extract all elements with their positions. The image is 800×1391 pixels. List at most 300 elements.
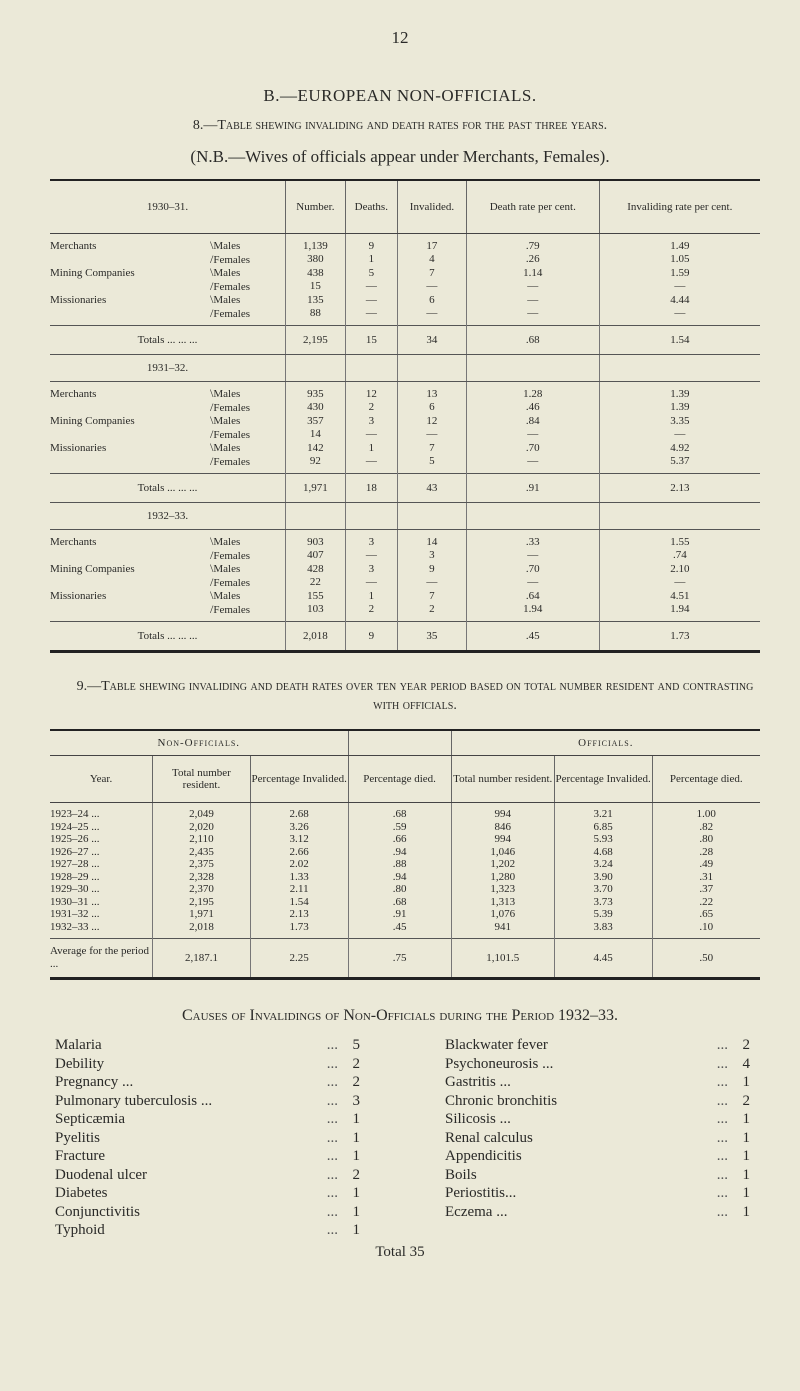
table-row [50, 455, 760, 469]
sex-cell [210, 576, 286, 590]
sex-label: Females [213, 603, 251, 616]
sex-label: Females [213, 401, 251, 414]
table-cell: .28 [652, 846, 760, 859]
table-row [50, 428, 760, 442]
sex-label: Females [213, 455, 251, 468]
table-cell: Missionaries [50, 441, 107, 454]
table-cell: 1,076 [451, 908, 554, 921]
cause-name: Duodenal ulcer [55, 1166, 148, 1183]
sex-cell [210, 603, 286, 617]
cause-count: 2 [742, 1092, 750, 1109]
cause-item [55, 1092, 360, 1111]
table-cell: 1,323 [451, 883, 554, 896]
group-non-officials: Non-Officials. [50, 730, 348, 756]
table-cell: 3 [345, 562, 397, 576]
cause-item [55, 1073, 360, 1092]
cause-item [445, 1147, 750, 1166]
table-cell: 941 [451, 921, 554, 934]
table-cell: 2 [345, 401, 397, 415]
sex-label: Females [213, 428, 251, 441]
table-cell: Merchants [50, 239, 97, 252]
table-row [50, 535, 760, 549]
table-row [50, 846, 760, 859]
table-row [50, 921, 760, 934]
table-cell: .59 [348, 821, 451, 834]
table-cell: 1,101.5 [451, 939, 554, 979]
table-cell: 6 [397, 293, 466, 307]
table-cell: 2,195 [153, 896, 251, 909]
table-cell: .82 [652, 821, 760, 834]
table-cell [50, 603, 210, 617]
sex-cell [210, 535, 286, 549]
cause-name: Chronic bronchitis [445, 1092, 558, 1109]
table-cell: .45 [466, 622, 599, 652]
cause-count: 1 [352, 1148, 360, 1164]
cause-item [55, 1147, 360, 1166]
sex-cell [210, 253, 286, 267]
table-row [50, 603, 760, 617]
column-header: Death rate per cent. [466, 180, 599, 234]
sex-label: Males [213, 563, 241, 575]
table-cell: 2.66 [250, 846, 348, 859]
table-row [50, 871, 760, 884]
sex-label: Males [213, 442, 241, 454]
table-cell: 357 [286, 414, 346, 428]
table-cell [50, 428, 210, 442]
totals-row [50, 326, 760, 355]
table-cell: — [599, 428, 760, 442]
brace-icon: \ [210, 265, 214, 279]
leader-dots: ... [716, 1166, 728, 1183]
sex-cell [210, 266, 286, 280]
table-cell: Missionaries [50, 589, 107, 602]
table-cell: 6.85 [554, 821, 652, 834]
sex-label: Males [213, 267, 241, 279]
table-cell: .33 [466, 535, 599, 549]
table-cell: 7 [397, 589, 466, 603]
table-cell: 1925–26 ... [50, 833, 100, 845]
sex-label: Females [213, 549, 251, 562]
table-cell: 2.02 [250, 858, 348, 871]
brace-icon: \ [210, 588, 214, 602]
table-cell: — [397, 280, 466, 294]
cause-count: 2 [352, 1055, 360, 1072]
table-cell: .94 [348, 871, 451, 884]
table-cell: 2,435 [153, 846, 251, 859]
table-row [50, 401, 760, 415]
table-cell: .68 [348, 808, 451, 821]
table-cell: 2,370 [153, 883, 251, 896]
table-cell: 4.45 [554, 939, 652, 979]
table-cell: 3.83 [554, 921, 652, 934]
year-row [50, 503, 760, 530]
sex-cell [210, 562, 286, 576]
brace-icon: / [210, 574, 214, 589]
table-cell: 18 [345, 474, 397, 503]
leader-dots: ... [326, 1185, 338, 1201]
table-cell: — [397, 428, 466, 442]
table-cell: 438 [286, 266, 346, 280]
cause-count: 2 [352, 1074, 360, 1090]
table-cell: .49 [652, 858, 760, 871]
cause-item [445, 1073, 750, 1092]
group-officials: Officials. [451, 730, 760, 756]
table-row [50, 387, 760, 401]
cause-count: 2 [352, 1166, 360, 1183]
table-cell: 2,187.1 [153, 939, 251, 979]
cause-item [55, 1110, 360, 1129]
table-cell: — [466, 455, 599, 469]
cause-item [445, 1110, 750, 1129]
sex-cell [210, 307, 286, 321]
table-cell: 7 [397, 441, 466, 455]
table-cell: — [345, 293, 397, 307]
table-cell: .79 [466, 239, 599, 253]
cause-item [55, 1036, 360, 1055]
table-cell: 2,018 [153, 921, 251, 934]
brace-icon: \ [210, 561, 214, 575]
table-row [50, 858, 760, 871]
cause-name: Pulmonary tuberculosis ... [55, 1092, 213, 1109]
table-row [50, 808, 760, 821]
cause-count: 1 [742, 1203, 750, 1220]
table-cell: 2.11 [250, 883, 348, 896]
table8-title: 8.—Table shewing invaliding and death rates for the past three years. [192, 118, 608, 133]
table-cell: 1,313 [451, 896, 554, 909]
table-row [50, 908, 760, 921]
leader-dots: ... [716, 1092, 728, 1109]
table-cell: — [397, 576, 466, 590]
leader-dots: ... [716, 1074, 728, 1090]
table-cell: 3 [345, 414, 397, 428]
table-cell: 5.37 [599, 455, 760, 469]
cause-count: 1 [742, 1111, 750, 1127]
table-cell: .37 [652, 883, 760, 896]
year-label: 1932–33. [50, 503, 286, 530]
sex-cell [210, 549, 286, 563]
sex-cell [210, 280, 286, 294]
sex-cell [210, 428, 286, 442]
cause-name: Pyelitis [55, 1129, 101, 1146]
cause-item [55, 1221, 360, 1240]
table-cell: 2,020 [153, 821, 251, 834]
cause-name: Blackwater fever [445, 1037, 548, 1053]
table-cell: 9 [345, 239, 397, 253]
table-row [50, 549, 760, 563]
leader-dots: ... [716, 1111, 728, 1127]
table-cell: 92 [286, 455, 346, 469]
table-cell: 5 [345, 266, 397, 280]
table-cell: 1.14 [466, 266, 599, 280]
cause-count: 5 [352, 1037, 360, 1053]
table-cell: 22 [286, 576, 346, 590]
table-cell: .65 [652, 908, 760, 921]
sex-cell [210, 239, 286, 253]
table-row [50, 589, 760, 603]
page-number: 12 [391, 28, 409, 47]
column-header: Percentage Invalided. [554, 756, 652, 803]
table-cell: 994 [451, 833, 554, 846]
cause-name: Renal calculus [445, 1129, 533, 1146]
cause-count: 1 [742, 1129, 750, 1146]
cause-item [55, 1129, 360, 1148]
totals-label: Totals ... ... ... [50, 474, 286, 503]
table-cell: 1928–29 ... [50, 870, 100, 883]
totals-label: Totals ... ... ... [50, 326, 286, 355]
table-cell: 4.51 [599, 589, 760, 603]
cause-item [445, 1129, 750, 1148]
column-header: Deaths. [345, 180, 397, 234]
table-cell: 1.54 [599, 326, 760, 355]
table-cell: Mining Companies [50, 266, 135, 279]
table-cell: 17 [397, 239, 466, 253]
table-cell: Missionaries [50, 293, 107, 306]
column-header: 1930–31. [50, 180, 286, 234]
table-cell: 994 [451, 808, 554, 821]
cause-count: 1 [352, 1222, 360, 1238]
table-cell: 7 [397, 266, 466, 280]
sex-label: Males [213, 294, 241, 306]
table-cell: .88 [348, 858, 451, 871]
leader-dots: ... [326, 1203, 338, 1220]
leader-dots: ... [326, 1055, 338, 1072]
cause-name: Psychoneurosis ... [445, 1055, 554, 1072]
table-cell: 3.26 [250, 821, 348, 834]
cause-name: Appendicitis [445, 1148, 522, 1164]
cause-count: 4 [742, 1055, 750, 1072]
table-cell: 1,280 [451, 871, 554, 884]
table-cell: 1 [345, 253, 397, 267]
leader-dots: ... [326, 1092, 338, 1109]
column-header: Total number resident. [153, 756, 251, 803]
table-cell: .66 [348, 833, 451, 846]
brace-icon: / [210, 601, 214, 616]
cause-name: Septicæmia [55, 1111, 125, 1127]
table-cell: — [466, 293, 599, 307]
sex-cell [210, 401, 286, 415]
table-cell: 1.73 [599, 622, 760, 652]
table-cell: 12 [397, 414, 466, 428]
column-header: Invaliding rate per cent. [599, 180, 760, 234]
cause-name: Diabetes [55, 1185, 108, 1201]
table-cell: 1 [345, 441, 397, 455]
table-cell: — [345, 549, 397, 563]
leader-dots: ... [326, 1111, 338, 1127]
table-cell: 1,971 [286, 474, 346, 503]
cause-count: 3 [352, 1092, 360, 1109]
table-row [50, 307, 760, 321]
table-cell: — [466, 549, 599, 563]
table-cell: — [345, 428, 397, 442]
table-cell: 2 [397, 603, 466, 617]
table-row [50, 266, 760, 280]
table-cell: 1.28 [466, 387, 599, 401]
table-cell: 1932–33 ... [50, 920, 100, 933]
sex-label: Males [213, 388, 241, 400]
table-cell: — [345, 280, 397, 294]
table-cell: .94 [348, 846, 451, 859]
year-row [50, 355, 760, 382]
table-cell: 1927–28 ... [50, 858, 100, 870]
cause-count: 1 [352, 1203, 360, 1220]
column-header: Number. [286, 180, 346, 234]
sex-cell [210, 455, 286, 469]
table-cell: .64 [466, 589, 599, 603]
cause-item [445, 1184, 750, 1203]
table-cell: 1,971 [153, 908, 251, 921]
cause-item [55, 1055, 360, 1074]
table-cell: Mining Companies [50, 414, 135, 427]
brace-icon: / [210, 251, 214, 266]
cause-name: Boils [445, 1166, 477, 1183]
table-cell: — [345, 307, 397, 321]
table-cell: 2.68 [250, 808, 348, 821]
leader-dots: ... [716, 1129, 728, 1146]
table-cell [50, 549, 210, 563]
table-cell: 155 [286, 589, 346, 603]
leader-dots: ... [716, 1185, 728, 1201]
table-cell: 12 [345, 387, 397, 401]
table-cell: .80 [652, 833, 760, 846]
cause-name: Silicosis ... [445, 1111, 511, 1127]
totals-row [50, 474, 760, 503]
cause-item [445, 1055, 750, 1074]
brace-icon: / [210, 547, 214, 562]
table-cell: — [345, 576, 397, 590]
section-title: B.—EUROPEAN NON-OFFICIALS. [263, 86, 537, 105]
table-cell [50, 401, 210, 415]
leader-dots: ... [326, 1037, 338, 1053]
causes-lists [0, 1036, 800, 1240]
table9-title: 9.—Table shewing invaliding and death rates over ten year period based on total number resident and contrasting with officials. [76, 679, 754, 713]
table-cell: Merchants [50, 387, 97, 400]
table-cell: .91 [348, 908, 451, 921]
cause-item [445, 1166, 750, 1185]
table-cell: 2,110 [153, 833, 251, 846]
table-cell: 5.93 [554, 833, 652, 846]
table-cell: 1.33 [250, 871, 348, 884]
table-cell: 15 [345, 326, 397, 355]
causes-total: Total 35 [375, 1243, 425, 1260]
table-row [50, 896, 760, 909]
table-cell: — [345, 455, 397, 469]
cause-count: 1 [352, 1185, 360, 1201]
sex-label: Males [213, 415, 241, 427]
table-cell: — [466, 307, 599, 321]
table-cell: 9 [345, 622, 397, 652]
table-row [50, 441, 760, 455]
table-cell: 1.94 [466, 603, 599, 617]
table-cell: 1929–30 ... [50, 883, 100, 895]
table-cell: 1.59 [599, 266, 760, 280]
table-cell: 4.68 [554, 846, 652, 859]
table-cell: .70 [466, 562, 599, 576]
table-cell: 3.90 [554, 871, 652, 884]
table-cell: 1930–31 ... [50, 895, 100, 908]
table-row [50, 414, 760, 428]
average-row [50, 939, 760, 979]
table-row [50, 821, 760, 834]
table-cell: 2,195 [286, 326, 346, 355]
table-header-row [50, 756, 760, 803]
table-cell: 103 [286, 603, 346, 617]
table-cell: .68 [348, 896, 451, 909]
year-label: 1931–32. [50, 355, 286, 382]
table-cell: .10 [652, 921, 760, 934]
brace-icon: \ [210, 386, 214, 400]
cause-item [55, 1203, 360, 1222]
table-cell: 1924–25 ... [50, 820, 100, 833]
table-cell [50, 576, 210, 590]
table-cell: — [466, 576, 599, 590]
table-cell: 428 [286, 562, 346, 576]
table-cell [50, 280, 210, 294]
brace-icon: \ [210, 534, 214, 548]
table-cell: 3.12 [250, 833, 348, 846]
leader-dots: ... [716, 1037, 728, 1053]
table-cell: 1923–24 ... [50, 808, 100, 820]
table-cell: — [599, 280, 760, 294]
table-cell: — [599, 307, 760, 321]
table-cell [50, 307, 210, 321]
table-cell: 1926–27 ... [50, 845, 100, 858]
group-header-row [50, 730, 760, 756]
sex-label: Males [213, 240, 241, 252]
table-cell: .80 [348, 883, 451, 896]
column-header: Total number resident. [451, 756, 554, 803]
table-row [50, 293, 760, 307]
brace-icon: / [210, 453, 214, 468]
cause-name: Typhoid [55, 1222, 105, 1238]
table-cell: 15 [286, 280, 346, 294]
leader-dots: ... [326, 1074, 338, 1090]
leader-dots: ... [326, 1166, 338, 1183]
totals-row [50, 622, 760, 652]
table-cell: Average for the period ... [50, 939, 153, 979]
table-cell: .45 [348, 921, 451, 934]
brace-icon: \ [210, 292, 214, 306]
table-cell: 3.35 [599, 414, 760, 428]
table-cell: 3 [345, 535, 397, 549]
table-cell: 34 [397, 326, 466, 355]
table-cell: 1931–32 ... [50, 908, 100, 920]
table-cell: 43 [397, 474, 466, 503]
table-cell: 380 [286, 253, 346, 267]
table-cell: 35 [397, 622, 466, 652]
cause-item [445, 1092, 750, 1111]
table-cell: 3 [397, 549, 466, 563]
table-cell: 1.39 [599, 387, 760, 401]
table-cell: .74 [599, 549, 760, 563]
table-cell [50, 455, 210, 469]
sex-label: Males [213, 590, 241, 602]
brace-icon: / [210, 399, 214, 414]
table-cell: 430 [286, 401, 346, 415]
causes-title: Causes of Invalidings of Non-Officials during the Period 1932–33. [181, 1007, 619, 1024]
table-cell: 2 [345, 603, 397, 617]
table-cell: 5 [397, 455, 466, 469]
table-cell: 1.94 [599, 603, 760, 617]
cause-name: Periostitis... [445, 1185, 517, 1201]
leader-dots: ... [326, 1129, 338, 1146]
table-row [50, 833, 760, 846]
table-cell: .75 [348, 939, 451, 979]
brace-icon: / [210, 305, 214, 320]
table-cell: 14 [397, 535, 466, 549]
table-cell: — [599, 576, 760, 590]
leader-dots: ... [716, 1203, 728, 1220]
table8-note: (N.B.—Wives of officials appear under Merchants, Females). [190, 147, 610, 166]
